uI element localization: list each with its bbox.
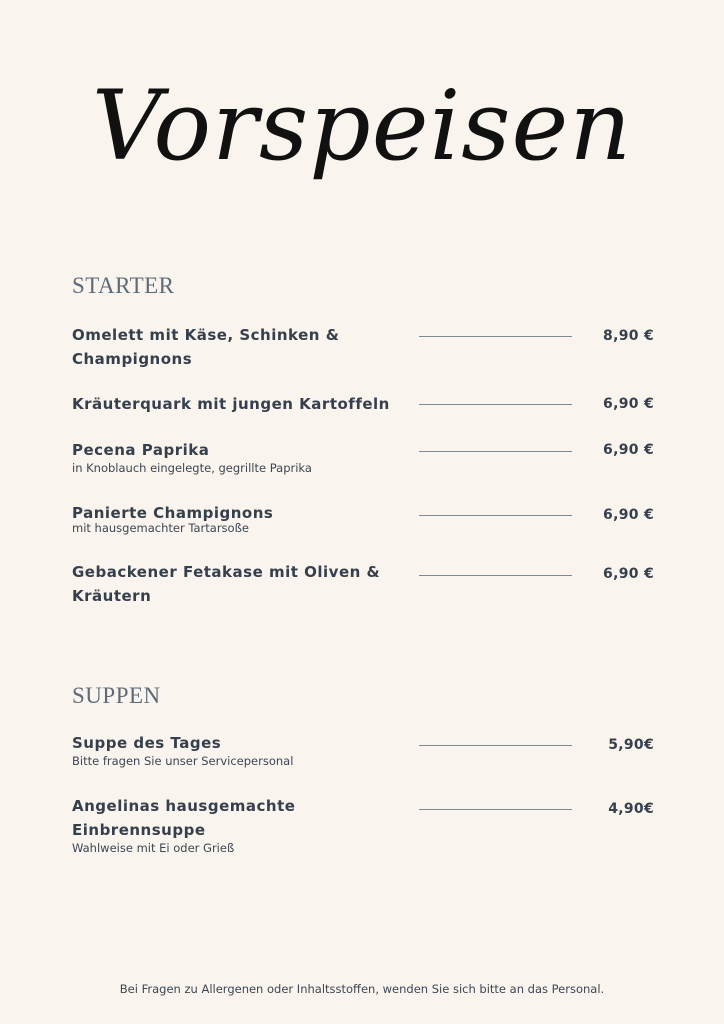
menu-item — [72, 438, 654, 475]
menu-item — [72, 731, 654, 768]
divider-line — [419, 451, 572, 452]
item-name: Angelinas hausgemachte Einbrennsuppe — [72, 797, 296, 839]
item-description: Wahlweise mit Ei oder Grieß — [72, 841, 235, 855]
menu-item — [72, 560, 654, 608]
divider-line — [419, 515, 572, 516]
item-name: Omelett mit Käse, Schinken & Champignons — [72, 326, 340, 368]
item-price: 4,90€ — [608, 801, 654, 817]
item-name: Kräuterquark mit jungen Kartoffeln — [72, 395, 390, 413]
menu-item — [72, 794, 654, 855]
item-description: mit hausgemachter Tartarsoße — [72, 521, 249, 535]
section-heading-suppen: SUPPEN — [72, 683, 161, 708]
item-price: 6,90 € — [603, 507, 654, 523]
item-description: in Knoblauch eingelegte, gegrillte Paprika — [72, 461, 312, 475]
item-price: 5,90€ — [608, 737, 654, 753]
divider-line — [419, 575, 572, 576]
item-price: 6,90 € — [603, 396, 654, 412]
divider-line — [419, 745, 572, 746]
divider-line — [419, 336, 572, 337]
item-name: Pecena Paprika — [72, 441, 210, 459]
item-name: Gebackener Fetakase mit Oliven & Kräutern — [72, 563, 381, 605]
section-heading-starter: STARTER — [72, 273, 175, 298]
item-price: 6,90 € — [603, 566, 654, 582]
page-title: Vorspeisen — [91, 70, 633, 182]
menu-item — [72, 392, 654, 416]
allergen-note: Bei Fragen zu Allergenen oder Inhaltsstoffen, wenden Sie sich bitte an das Personal. — [119, 982, 605, 996]
menu-item — [72, 501, 654, 535]
item-name: Panierte Champignons — [72, 504, 274, 522]
menu-item — [72, 323, 654, 371]
divider-line — [419, 404, 572, 405]
item-name: Suppe des Tages — [72, 734, 222, 752]
item-price: 6,90 € — [603, 442, 654, 458]
item-price: 8,90 € — [603, 328, 654, 344]
divider-line — [419, 809, 572, 810]
item-description: Bitte fragen Sie unser Servicepersonal — [72, 754, 294, 768]
